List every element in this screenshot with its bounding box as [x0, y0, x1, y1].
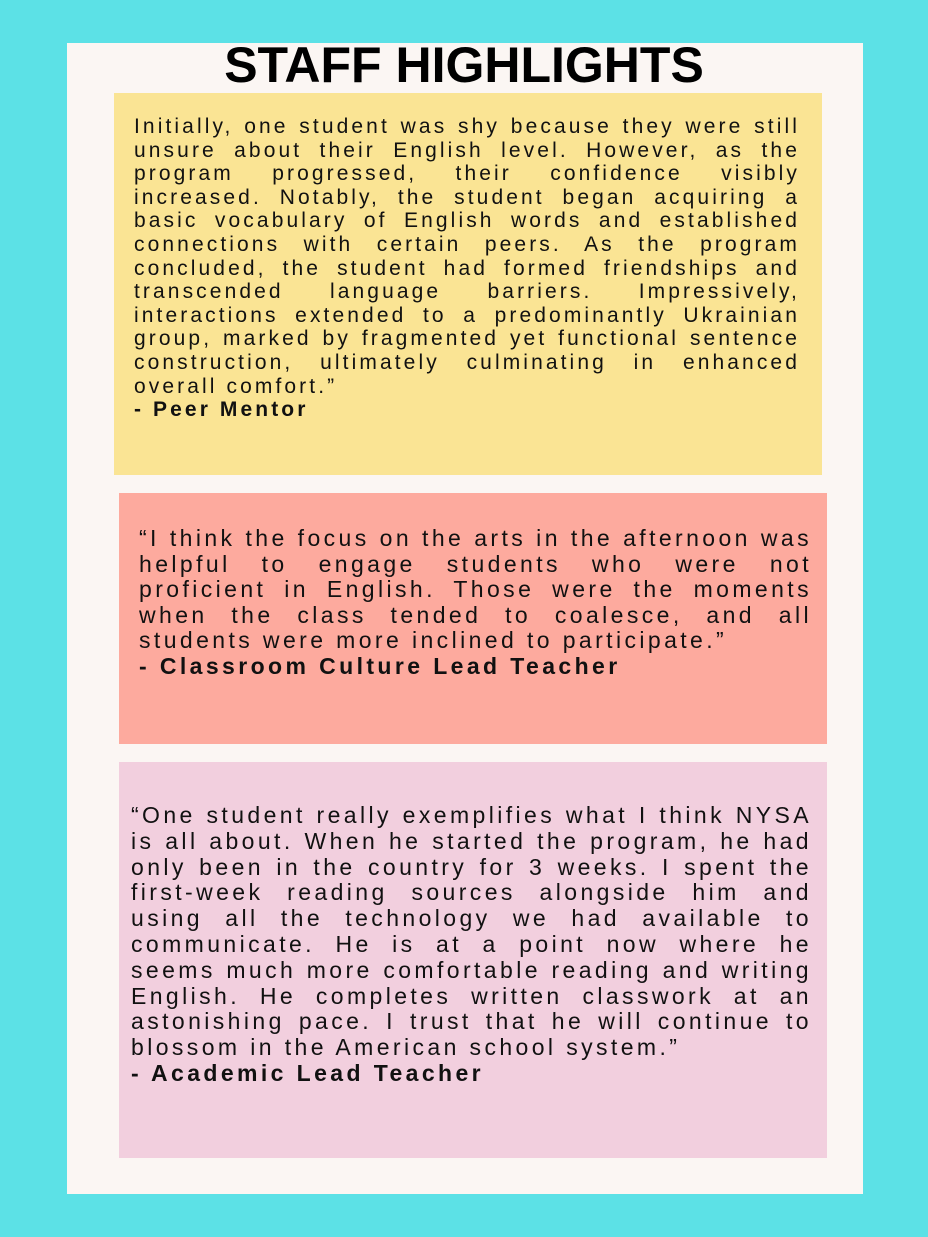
highlight-attribution: - Classroom Culture Lead Teacher [139, 652, 621, 679]
highlight-quote: “One student really exemplifies what I think NYSA is all about. When he started the program, he had only been in the country for 3 weeks. I spent the first-week reading sources alongside him and using all the technology we had available to communicate. He is at a point now where he seems much more comfortable reading and writing English. He completes written classwork at an astonishing pace. I trust that he will continue to blossom in the American school system.” [131, 802, 812, 1061]
highlight-attribution: - Academic Lead Teacher [131, 1059, 485, 1086]
highlight-quote: Initially, one student was shy because they were still unsure about their English level. However, as the program progressed, their confidence visibly increased. Notably, the student began acquiring a basic vocabulary of English words and established connections with certain peers. As the program concluded, the student had formed friendships and transcended language barriers. Impressively, interactions extended to a predominantly Ukrainian group, marked by fragmented yet functional sentence construction, ultimately culminating in enhanced overall comfort.” [134, 115, 800, 398]
highlight-attribution: - Peer Mentor [134, 398, 309, 422]
highlight-quote: “I think the focus on the arts in the afternoon was helpful to engage students who were not proficient in English. Those were the moments when the class tended to coalesce, and all students were more inclined to participate.” [139, 525, 812, 653]
page-title: STAFF HIGHLIGHTS [224, 37, 704, 93]
highlight-card-peer-mentor [114, 93, 822, 475]
highlight-card-academic-lead [119, 762, 827, 1158]
highlight-card-culture-lead [119, 493, 827, 744]
